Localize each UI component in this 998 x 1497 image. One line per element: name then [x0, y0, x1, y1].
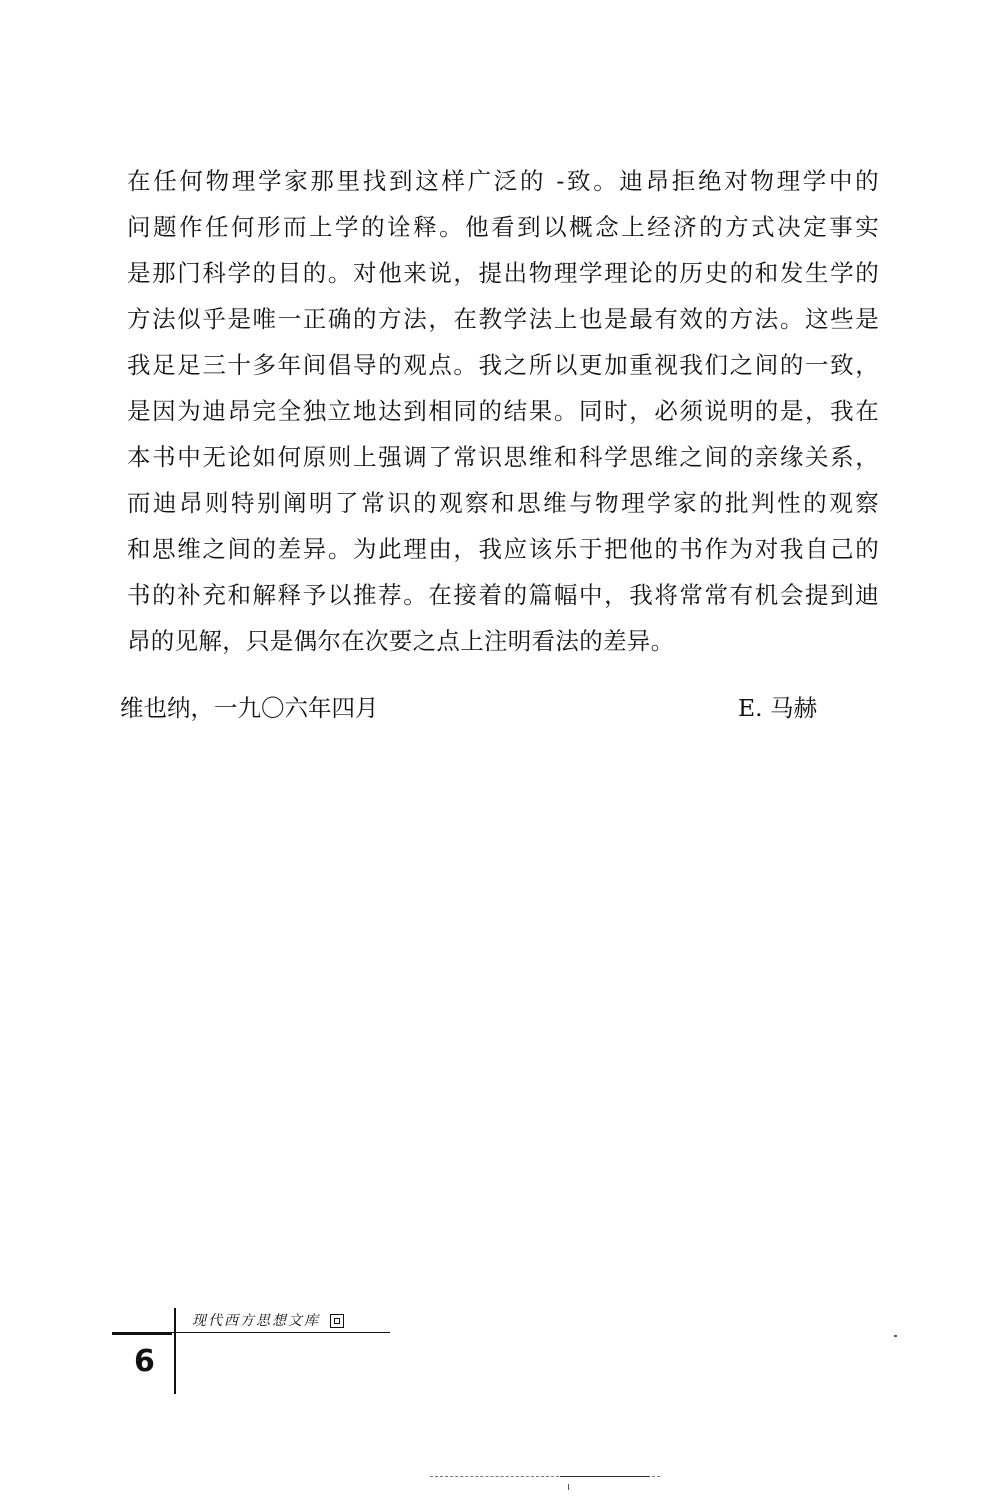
- series-title-text: 现代西方思想文库: [192, 1313, 320, 1329]
- text-line: 问题作任何形而上学的诠释。他看到以概念上经济的方式决定事实: [127, 213, 879, 241]
- text-line: 我足足三十多年间倡导的观点。我之所以更加重视我们之间的一致，: [127, 351, 879, 379]
- text-line: 本书中无论如何原则上强调了常识思维和科学思维之间的亲缘关系，: [127, 443, 879, 471]
- scan-speck: [894, 1335, 897, 1337]
- text-line: 昂的见解，只是偶尔在次要之点上注明看法的差异。: [127, 627, 675, 655]
- footer-divider-vertical: [174, 1308, 176, 1394]
- scan-speck: [568, 1484, 569, 1490]
- text-line: 书的补充和解释予以推荐。在接着的篇幅中，我将常常有机会提到迪: [127, 581, 879, 609]
- text-line: 和思维之间的差异。为此理由，我应该乐于把他的书作为对我自己的: [127, 535, 879, 563]
- page-number: 6: [134, 1344, 155, 1379]
- footer-rule-thick: [112, 1332, 172, 1335]
- text-line: 方法似乎是唯一正确的方法，在教学法上也是最有效的方法。这些是: [127, 305, 879, 333]
- text-line: 而迪昂则特别阐明了常识的观察和思维与物理学家的批判性的观察: [127, 489, 879, 517]
- text-line: 在任何物理学家那里找到这样广泛的 -致。迪昂拒绝对物理学中的: [127, 167, 879, 195]
- place-date: 维也纳，一九〇六年四月: [120, 694, 379, 722]
- series-logo-icon: [330, 1314, 344, 1328]
- scan-artifact-rule-solid: [560, 1476, 650, 1477]
- text-line: 是那门科学的目的。对他来说，提出物理学理论的历史的和发生学的: [127, 259, 879, 287]
- series-title: [192, 1310, 344, 1330]
- signature-block: [120, 688, 840, 728]
- footer-rule: [172, 1332, 390, 1333]
- body-paragraph: [127, 158, 879, 664]
- page-footer: [112, 1300, 412, 1400]
- author-name: E. 马赫: [738, 694, 818, 722]
- text-line: 是因为迪昂完全独立地达到相同的结果。同时，必须说明的是，我在: [127, 397, 879, 425]
